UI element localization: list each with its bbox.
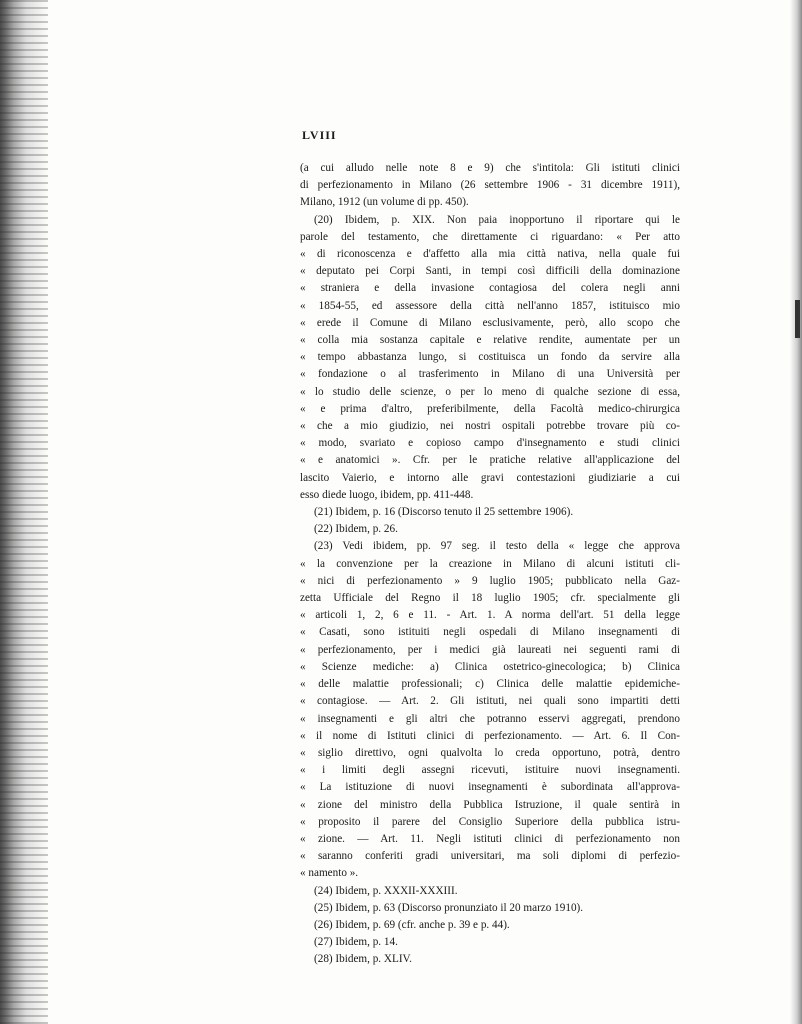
text-line: « nici di perfezionamento » 9 luglio 1905; pubblicato nella Gaz- bbox=[300, 574, 680, 587]
text-line: di perfezionamento in Milano (26 settembre 1906 - 31 dicembre 1911), bbox=[300, 179, 680, 192]
scan-shadow-right bbox=[790, 0, 802, 1024]
text-line: « delle malattie professionali; c) Clinica delle malattie epidemiche- bbox=[300, 678, 680, 691]
footnote-21: (21) Ibidem, p. 16 (Discorso tenuto il 25 settembre 1906). bbox=[314, 506, 574, 519]
text-line: zetta Ufficiale del Regno il 18 luglio 1905; cfr. specialmente gli bbox=[300, 592, 680, 605]
text-line: « colla mia sostanza capitale e relative rendite, aumentate per un bbox=[300, 334, 680, 347]
text-line: « siglio direttivo, ogni qualvolta lo creda opportuno, potrà, dentro bbox=[300, 746, 680, 759]
text-line: « e anatomici ». Cfr. per le pratiche relative all'applicazione del bbox=[300, 454, 680, 467]
text-line: « insegnamenti e gli altri che potranno esservi aggregati, prendono bbox=[300, 712, 680, 725]
scan-shadow-left bbox=[0, 0, 48, 1024]
text-line: « zione del ministro della Pubblica Istruzione, il quale sentirà in bbox=[300, 798, 680, 811]
text-line: « Casati, sono istituiti negli ospedali di Milano insegnamenti di bbox=[300, 626, 680, 639]
text-line: « Scienze mediche: a) Clinica ostetrico-ginecologica; b) Clinica bbox=[300, 660, 680, 673]
text-line: Milano, 1912 (un volume di pp. 450). bbox=[300, 196, 469, 209]
text-line: « saranno conferiti gradi universitari, ma soli diplomi di perfezio- bbox=[300, 850, 680, 863]
text-line: « il nome di Istituti clinici di perfezionamento. — Art. 6. Il Con- bbox=[300, 729, 680, 742]
text-line: esso diede luogo, ibidem, pp. 411-448. bbox=[300, 488, 474, 501]
footnote-20: (20) Ibidem, p. XIX. Non paia inopportuno il riportare qui le bbox=[314, 213, 680, 226]
text-line: lascito Vaierio, e intorno alle gravi contestazioni giudiziarie a cui bbox=[300, 471, 680, 484]
text-line: « 1854-55, ed assessore della città nell'anno 1857, istituisco mio bbox=[300, 299, 680, 312]
footnote-25: (25) Ibidem, p. 63 (Discorso pronunziato il 20 marzo 1910). bbox=[314, 901, 584, 914]
text-line: « proposito il parere del Consiglio Superiore della pubblica istru- bbox=[300, 815, 680, 828]
scan-mark bbox=[795, 300, 800, 338]
footnote-22: (22) Ibidem, p. 26. bbox=[314, 523, 398, 536]
text-line: (a cui alludo nelle note 8 e 9) che s'intitola: Gli istituti clinici bbox=[300, 162, 680, 174]
text-line: « deputato pei Corpi Santi, in tempi così difficili della dominazione bbox=[300, 265, 680, 278]
text-line: « la convenzione per la creazione in Milano di alcuni istituti cli- bbox=[300, 557, 680, 570]
text-line: « che a mio giudizio, nei nostri ospitali potrebbe trovare più co- bbox=[300, 420, 680, 433]
text-line: « lo studio delle scienze, o per lo meno di qualche sezione di essa, bbox=[300, 385, 680, 398]
text-line: « i limiti degli assegni ricevuti, istituire nuovi insegnamenti. bbox=[300, 764, 680, 777]
text-line: « straniera e della invasione contagiosa del colera negli anni bbox=[300, 282, 680, 295]
footnote-24: (24) Ibidem, p. XXXII-XXXIII. bbox=[314, 884, 458, 897]
footnotes-block bbox=[300, 160, 680, 969]
text-line: « di riconoscenza e d'affetto alla mia città nativa, nella quale fui bbox=[300, 248, 680, 261]
text-line: « La istituzione di nuovi insegnamenti è subordinata all'approva- bbox=[300, 781, 680, 794]
footnote-26: (26) Ibidem, p. 69 (cfr. anche p. 39 e p. 44). bbox=[314, 918, 510, 931]
footnote-23: (23) Vedi ibidem, pp. 97 seg. il testo della « legge che approva bbox=[314, 540, 680, 553]
text-line: « contagiose. — Art. 2. Gli istituti, nei quali sono impartiti detti bbox=[300, 695, 680, 708]
text-line: « namento ». bbox=[300, 867, 359, 880]
text-line: « tempo abbastanza lungo, si costituisca un fondo da servire alla bbox=[300, 351, 680, 364]
text-line: « zione. — Art. 11. Negli istituti clinici di perfezionamento non bbox=[300, 832, 680, 845]
footnote-27: (27) Ibidem, p. 14. bbox=[314, 936, 398, 949]
page-number: LVIII bbox=[302, 128, 337, 142]
text-line: « perfezionamento, per i medici già laureati nei seguenti rami di bbox=[300, 643, 680, 656]
footnote-28: (28) Ibidem, p. XLIV. bbox=[314, 953, 412, 966]
text-line: « erede il Comune di Milano esclusivamente, però, allo scopo che bbox=[300, 316, 680, 329]
text-line: parole del testamento, che direttamente ci riguardano: « Per atto bbox=[300, 230, 680, 243]
text-line: « articoli 1, 2, 6 e 11. - Art. 1. A norma dell'art. 51 della legge bbox=[300, 609, 680, 622]
text-line: « modo, svariato e copioso campo d'insegnamento e studi clinici bbox=[300, 437, 680, 450]
text-line: « e prima d'altro, preferibilmente, della Facoltà medico-chirurgica bbox=[300, 402, 680, 415]
text-line: « fondazione o al trasferimento in Milano di una Università per bbox=[300, 368, 680, 381]
